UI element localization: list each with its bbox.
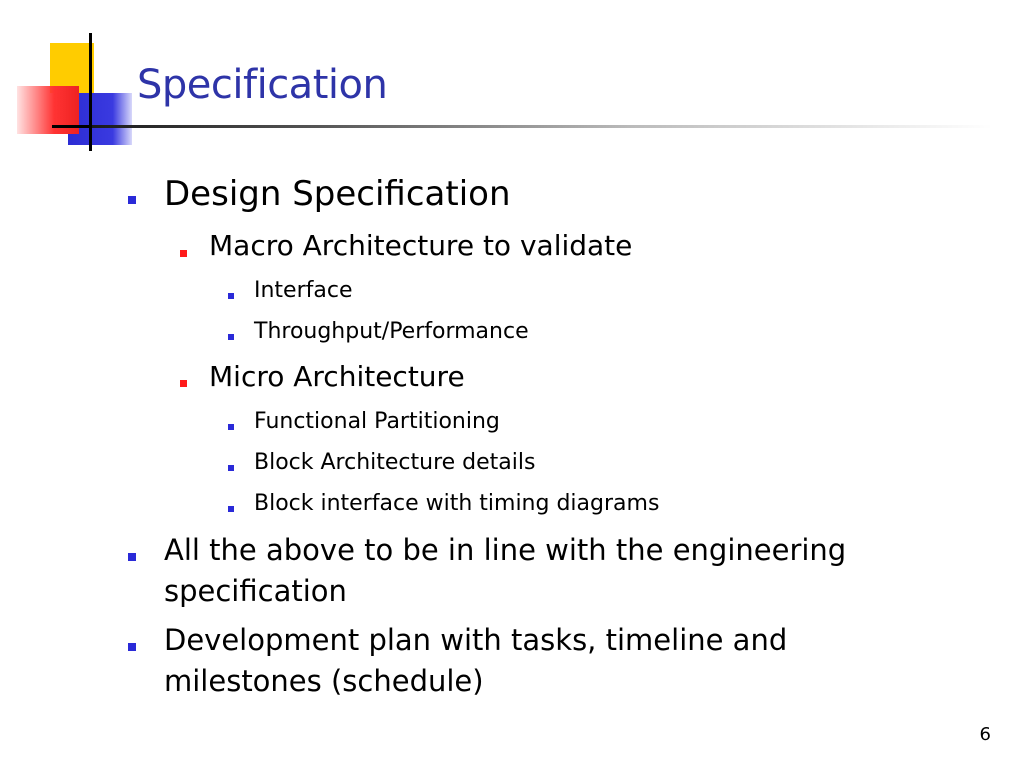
- bullet-engineering-specification: All the above to be in line with the engineering specification: [164, 533, 847, 608]
- bullet-development-plan: Development plan with tasks, timeline and milestones (schedule): [164, 623, 788, 698]
- bullet-marker: [228, 506, 234, 512]
- bullet-macro-architecture: Macro Architecture to validate: [209, 229, 633, 262]
- bullet-marker: [180, 250, 187, 257]
- bullet-interface: Interface: [254, 278, 353, 303]
- bullet-marker: [128, 553, 136, 561]
- bullet-design-specification: Design Specification: [164, 174, 511, 214]
- bullet-marker: [228, 465, 234, 471]
- bullet-block-architecture-details: Block Architecture details: [254, 450, 536, 475]
- bullet-block-interface-timing: Block interface with timing diagrams: [254, 491, 660, 516]
- bullet-marker: [180, 380, 187, 387]
- title-underline: [92, 125, 992, 128]
- logo-vertical-line: [89, 33, 92, 151]
- bullet-marker: [228, 334, 234, 340]
- bullet-marker: [128, 196, 136, 204]
- logo-graphic: [0, 0, 150, 160]
- bullet-marker: [228, 293, 234, 299]
- bullet-marker: [228, 424, 234, 430]
- bullet-marker: [128, 643, 136, 651]
- bullet-functional-partitioning: Functional Partitioning: [254, 409, 500, 434]
- bullet-micro-architecture: Micro Architecture: [209, 360, 465, 393]
- page-number: 6: [979, 724, 991, 745]
- slide-title: Specification: [137, 62, 388, 108]
- bullet-throughput-performance: Throughput/Performance: [254, 319, 529, 344]
